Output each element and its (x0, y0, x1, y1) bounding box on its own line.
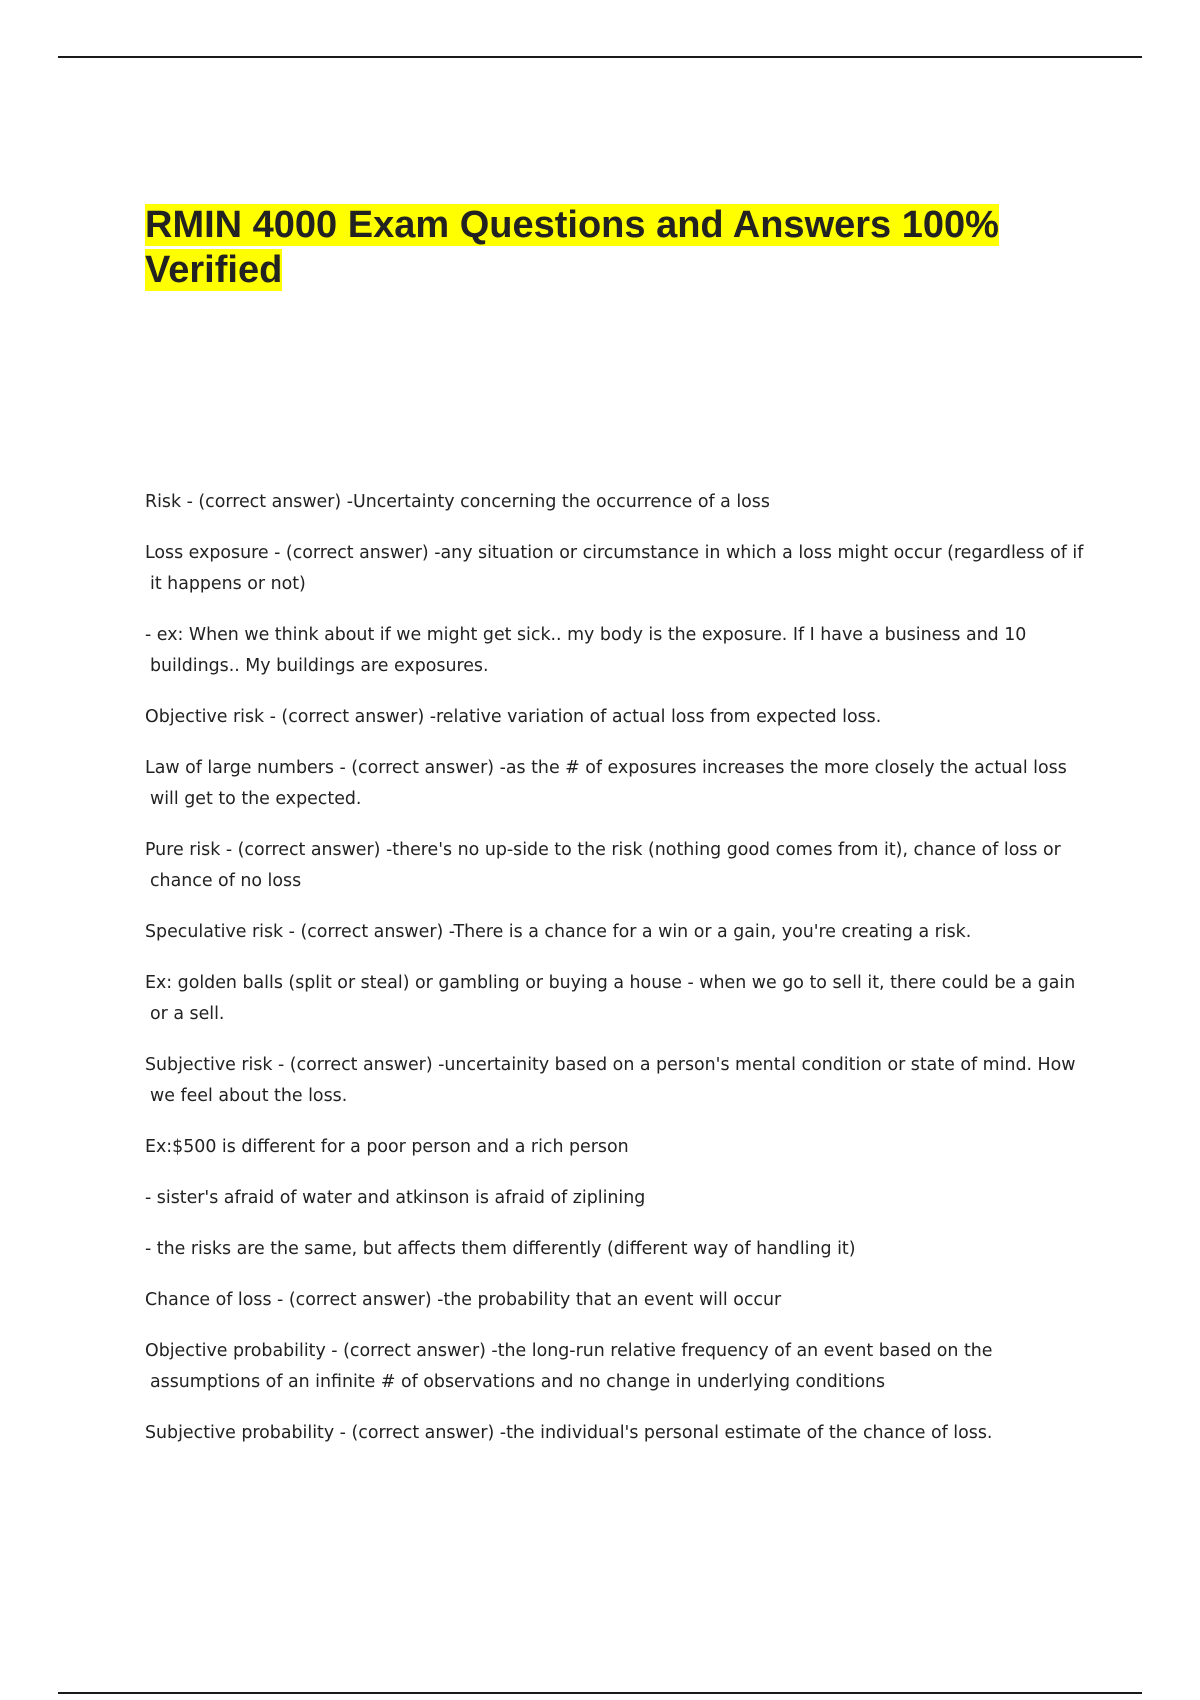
qa-entry-subjective-risk: Subjective risk - (correct answer) -uncertainity based on a person's mental condition or state of mind. How we feel about the loss. (145, 1055, 1076, 1106)
document-title (145, 203, 1075, 293)
footer-rule (58, 1692, 1142, 1694)
qa-entry-risk: Risk - (correct answer) -Uncertainty concerning the occurrence of a loss (145, 492, 770, 512)
qa-entry-chance-of-loss: Chance of loss - (correct answer) -the probability that an event will occur (145, 1290, 782, 1310)
qa-note-subjective-example: Ex:$500 is different for a poor person and a rich person (145, 1137, 629, 1157)
qa-entry-subjective-probability: Subjective probability - (correct answer) -the individual's personal estimate of the chance of loss. (145, 1423, 993, 1443)
qa-note-speculative-example: Ex: golden balls (split or steal) or gambling or buying a house - when we go to sell it, there could be a gain or a sell. (145, 973, 1076, 1024)
qa-entry-objective-probability: Objective probability - (correct answer) -the long-run relative frequency of an event based on the assumptions of an infinite # of observations and no change in underlying conditions (145, 1341, 993, 1392)
header-rule (58, 56, 1142, 58)
qa-entry-speculative-risk: Speculative risk - (correct answer) -There is a chance for a win or a gain, you're creating a risk. (145, 922, 972, 942)
qa-note-exposure-example: - ex: When we think about if we might get sick.. my body is the exposure. If I have a business and 10 buildings.. My buildings are exposures. (145, 625, 1027, 676)
qa-entry-objective-risk: Objective risk - (correct answer) -relative variation of actual loss from expected loss. (145, 707, 882, 727)
qa-entry-law-of-large-numbers: Law of large numbers - (correct answer) -as the # of exposures increases the more closely the actual loss will get to the expected. (145, 758, 1067, 809)
qa-list (145, 487, 1085, 1469)
qa-entry-pure-risk: Pure risk - (correct answer) -there's no up-side to the risk (nothing good comes from it), chance of loss or chance of no loss (145, 840, 1061, 891)
qa-entry-loss-exposure: Loss exposure - (correct answer) -any situation or circumstance in which a loss might occur (regardless of if it happens or not) (145, 543, 1084, 594)
qa-note-sister-example: - sister's afraid of water and atkinson is afraid of ziplining (145, 1188, 646, 1208)
qa-note-risks-same: - the risks are the same, but affects them differently (different way of handling it) (145, 1239, 856, 1259)
title-highlight: RMIN 4000 Exam Questions and Answers 100% Verified (145, 204, 999, 291)
